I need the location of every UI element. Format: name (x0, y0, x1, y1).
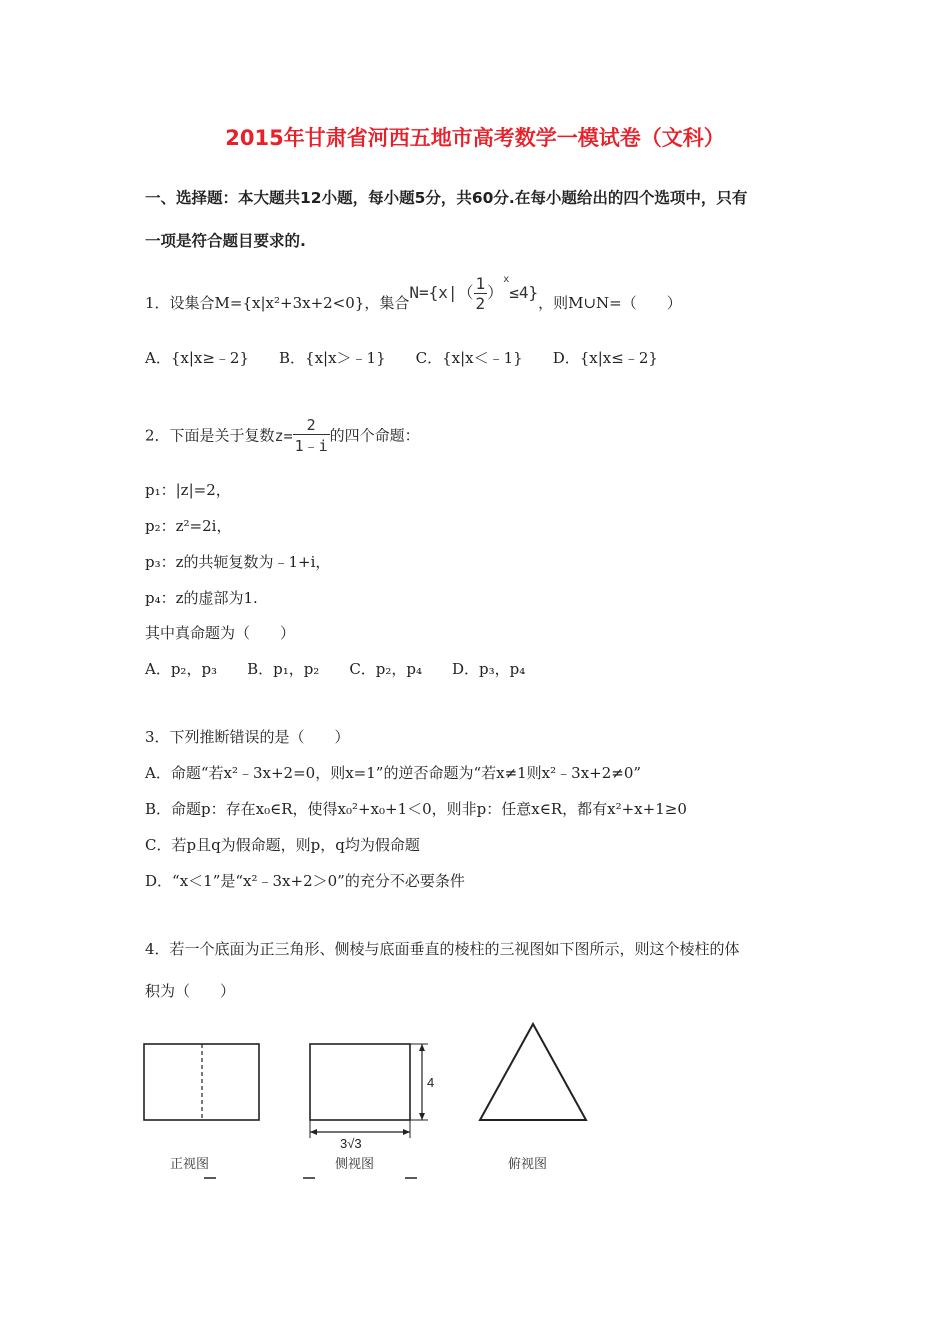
question-2-stem (145, 416, 420, 456)
three-views-svg (140, 1020, 595, 1185)
q1-stem-pre: 1．设集合M={x|x²+3x+2<0}，集合 (145, 294, 410, 312)
q2-frac-num: 2 (293, 416, 330, 435)
question-3-stem: 3．下列推断错误的是（ ） (145, 728, 350, 746)
q1-formula-num: 1 (475, 274, 486, 293)
section-heading-line1: 一、选择题：本大题共12小题，每小题5分，共60分.在每小题给出的四个选项中，只有 (145, 189, 748, 207)
q2-fraction (293, 416, 330, 456)
q2-z-formula (274, 416, 330, 455)
q2-proposition-p1: p₁：|z|=2， (145, 481, 231, 499)
width-arrow-left (310, 1129, 317, 1135)
q1-formula-post: ≤4} (509, 283, 539, 302)
q3-option-d: D．“x＜1”是“x²﹣3x+2＞0”的充分不必要条件 (145, 872, 465, 890)
q2-z-label: z= (274, 426, 293, 445)
q3-option-c: C．若p且q为假命题，则p，q均为假命题 (145, 836, 420, 854)
top-view-triangle (480, 1024, 586, 1120)
q2-proposition-p3: p₃：z的共轭复数为﹣1+i， (145, 553, 331, 571)
question-4-line1: 4．若一个底面为正三角形、侧棱与底面垂直的棱柱的三视图如下图所示，则这个棱柱的体 (145, 940, 740, 958)
height-label: 4 (427, 1075, 435, 1090)
page-title: 2015年甘肃省河西五地市高考数学一模试卷（文科） (225, 126, 725, 150)
q2-proposition-p4: p₄：z的虚部为1. (145, 589, 258, 607)
three-views-figure (140, 1020, 595, 1185)
side-view-rect (310, 1044, 410, 1120)
q2-stem-post: 的四个命题： (329, 426, 420, 445)
q2-ask: 其中真命题为（ ） (145, 624, 296, 642)
q3-option-b: B．命题p：存在x₀∈R，使得x₀²+x₀+1＜0，则非p：任意x∈R，都有x²+x+1≥0 (145, 800, 687, 818)
front-view-caption: 正视图 (170, 1157, 210, 1172)
question-1-stem (145, 273, 682, 323)
q1-set-n-formula: N={x|（ $\frac{1}{2}$ ）$^x$≤4} (409, 273, 539, 313)
section-heading-line2: 一项是符合题目要求的. (145, 232, 306, 250)
height-arrow-bottom (419, 1113, 425, 1120)
side-view-caption: 侧视图 (335, 1157, 375, 1172)
question-1-options: A．{x|x≥﹣2} B．{x|x＞﹣1} C．{x|x＜﹣1} D．{x|x≤﹣2} (145, 349, 658, 367)
q1-formula-pre: N={x| (409, 283, 458, 302)
width-arrow-right (403, 1129, 410, 1135)
width-label: 3√3 (340, 1136, 362, 1151)
q2-frac-den: 1﹣i (294, 437, 328, 455)
height-arrow-top (419, 1044, 425, 1051)
question-4-line2: 积为（ ） (145, 982, 236, 1000)
q1-stem-post: ，则M∪N=（ ） (538, 294, 682, 312)
q1-formula-exp: x (503, 273, 510, 285)
q2-proposition-p2: p₂：z²=2i， (145, 517, 232, 535)
question-2-options: A．p₂，p₃ B．p₁，p₂ C．p₂，p₄ D．p₃，p₄ (145, 660, 526, 678)
top-view-caption: 俯视图 (508, 1157, 548, 1172)
q1-formula-fraction (474, 274, 488, 313)
q3-option-a: A．命题“若x²﹣3x+2=0，则x=1”的逆否命题为“若x≠1则x²﹣3x+2≠0” (145, 764, 642, 782)
q2-stem-pre: 2．下面是关于复数 (145, 426, 275, 445)
q1-formula-den: 2 (475, 294, 486, 313)
